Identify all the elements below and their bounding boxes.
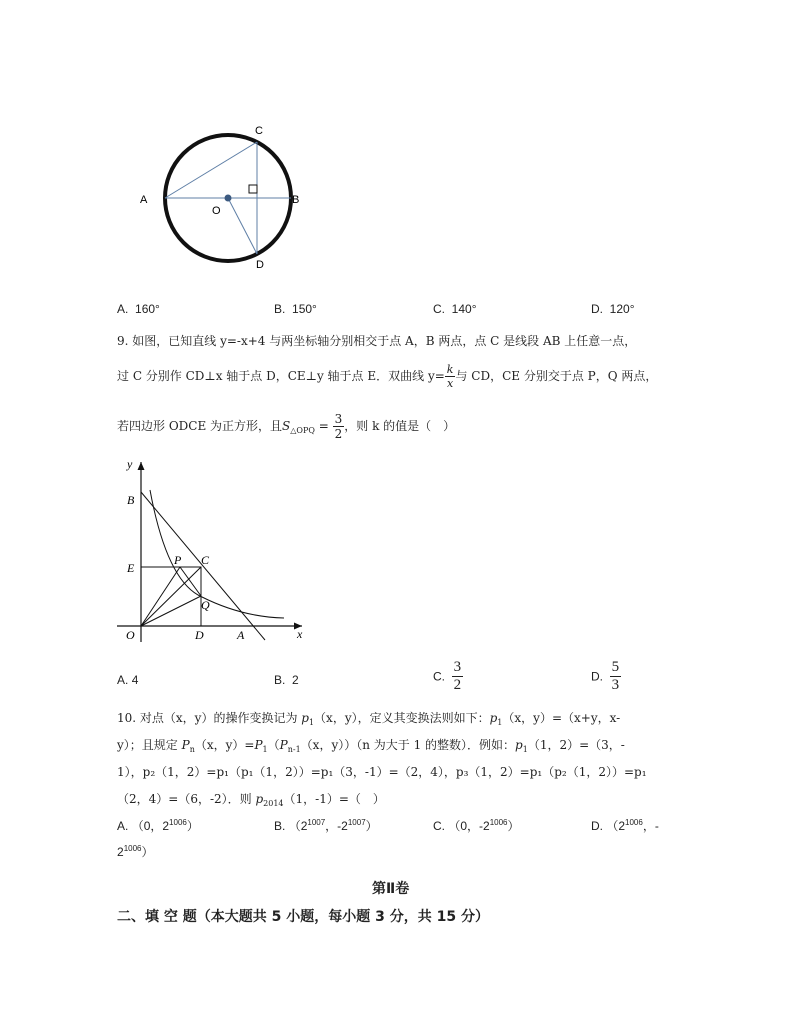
q10-option-c[interactable]: C. （0，$-2^{1006}$） — [433, 818, 520, 833]
label-p: P — [174, 553, 182, 567]
fraction-k-over-x: $\frac{k}{x}$ — [446, 363, 454, 390]
option-text: 140° — [451, 302, 477, 316]
q10-line4: （2，4）=（6，-2）．则 $p_{2014}(1$，-1）=（ ） — [117, 792, 385, 808]
segment-oc — [141, 567, 201, 626]
label-q: Q — [201, 598, 210, 612]
q10-option-a[interactable]: A. （0，$2^{1006}$） — [117, 818, 199, 833]
area-symbol: S — [282, 419, 291, 433]
q9-option-c[interactable]: C. $\frac{3}{2}$ — [433, 659, 462, 693]
label-e: E — [127, 561, 135, 575]
right-angle-mark — [249, 185, 257, 193]
option-text: 160° — [135, 302, 160, 316]
text: 与 CD，CE 分别交于点 P，Q 两点， — [455, 369, 658, 383]
option-letter: A. — [117, 302, 129, 316]
option-text: 120° — [609, 302, 635, 316]
option-letter: B. — [274, 302, 286, 316]
q10-option-d[interactable]: D. （$2^{1006}$，- — [591, 818, 659, 833]
q10-option-d-continued: $2^{1006}$） — [117, 844, 154, 859]
text: 过 C 分别作 CD⊥x 轴于点 D，CE⊥y 轴于点 E．双曲线 y= — [117, 369, 445, 383]
label-a: A — [237, 628, 245, 642]
q8-option-d[interactable] — [591, 302, 635, 316]
q9-option-a[interactable]: A. 4 — [117, 673, 139, 687]
q9-graph-figure — [112, 452, 312, 644]
q8-option-a[interactable] — [117, 302, 160, 316]
label-b: B — [292, 194, 300, 206]
option-text: 150° — [292, 302, 317, 316]
section-heading: 二、填 空 题（本大题共 5 小题，每小题 3 分，共 15 分） — [117, 909, 489, 925]
q10-option-b[interactable]: B. （$2^{1007}$，$-2^{1007}$） — [274, 818, 378, 833]
segment-op — [141, 567, 180, 626]
label-c: C — [255, 125, 263, 137]
center-point — [225, 195, 232, 202]
option-letter: D. — [591, 302, 603, 316]
label-y: y — [127, 457, 133, 471]
fraction-3-over-2: $\frac{3}{2}$ — [334, 412, 343, 441]
q8-option-c[interactable] — [433, 302, 477, 316]
label-b: B — [127, 493, 135, 507]
q9-line2 — [117, 364, 657, 389]
q10-line1: 10. 对点（x，y）的操作变换记为 $p_1(x$，y），定义其变换法则如下：$p_1(x$，y）=（x+y，x- — [117, 711, 621, 727]
label-a: A — [140, 194, 148, 206]
text: 若四边形 ODCE 为正方形，且 — [117, 419, 283, 433]
segment-oq — [141, 596, 201, 626]
q8-option-b[interactable] — [274, 302, 317, 316]
y-axis-arrow — [138, 462, 145, 470]
label-c: C — [201, 553, 210, 567]
part-title: 第Ⅱ卷 — [372, 881, 410, 897]
label-x: x — [297, 627, 303, 641]
label-d: D — [195, 628, 204, 642]
q10-line2: y）；且规定 $P_n(x$，$y)=P_1(P_{n-1}(x$，y））（n 为大于 1 的整数）．例如：$p_1(1$，2）=（3，- — [117, 738, 625, 754]
q9-line3: 若四边形 ODCE 为正方形，且$S_{\triangle OPQ}$ = $\frac{3}{2}$ ，则 k 的值是（ ） — [117, 412, 456, 441]
hyperbola — [150, 490, 284, 618]
q9-line1: 9. 如图，已知直线 y=-x+4 与两坐标轴分别相交于点 A，B 两点，点 C 是线段 AB 上任意一点， — [117, 334, 637, 348]
fraction: $\frac{5}{3}$ — [611, 659, 620, 693]
q9-option-d[interactable]: D. $\frac{5}{3}$ — [591, 659, 620, 693]
option-letter: C. — [433, 302, 445, 316]
q9-option-b[interactable]: B. 2 — [274, 673, 299, 687]
fraction: $\frac{3}{2}$ — [453, 659, 462, 693]
label-o: O — [126, 628, 135, 642]
q8-circle-figure — [130, 115, 310, 275]
text: ，则 k 的值是（ ） — [344, 419, 456, 433]
segment-ac — [165, 142, 257, 198]
segment-od — [228, 198, 257, 254]
label-o: O — [212, 205, 221, 217]
label-d: D — [256, 259, 264, 271]
q10-line3: 1），p₂（1，2）=p₁（p₁（1，2））=p₁（3，-1）=（2，4），p₃（1，2）=p₁（p₂（1，2））=p₁ — [117, 765, 647, 779]
